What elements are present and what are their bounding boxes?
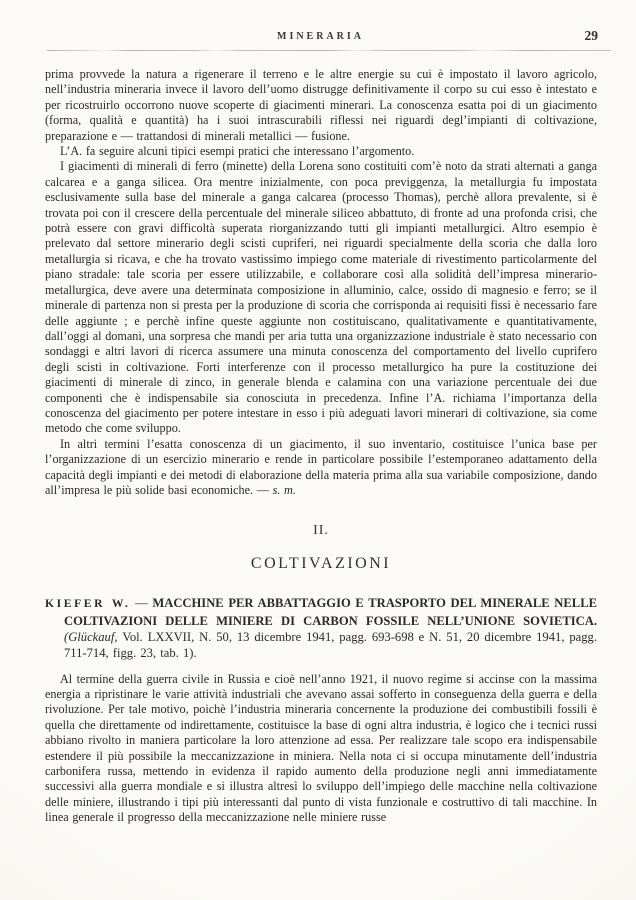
header-rule <box>47 50 611 51</box>
page-number: 29 <box>584 28 598 43</box>
review-paragraph: prima provvede la natura a rigenerare il terreno e le altre energie su cui è impostato il lavoro agricolo, nell’industria mineraria invece il lavoro dell’uomo distrugge definitivamente il corpo su cui esso è intestato e per ricostruirlo occorrono nuove scoperte di giacimenti minerari. La conoscenza esatta poi di un giacimento (forma, qualità e quantità) ha i suoi intrascurabili riflessi nei riguardi degl’impianti di coltivazione, preparazione e — trattandosi di minerali metallici — fusione. <box>45 67 597 143</box>
reference-entry <box>45 595 597 661</box>
running-head-journal-title: MINERARIA <box>277 31 364 42</box>
reference-journal-name: (Glückauf, <box>64 629 118 644</box>
reference-citation: Vol. LXXVII, N. 50, 13 dicembre 1941, pagg. 693-698 e N. 51, 20 dicembre 1941, pagg. 711-714, figg. 23, tab. 1). <box>64 629 597 661</box>
review-paragraph: I giacimenti di minerali di ferro (minette) della Lorena sono costituiti com’è noto da strati alternati a ganga calcarea e a ganga silicea. Ora mentre inizialmente, con poca previggenza, la metallurgia fu impostata esclusivamente sulla base del minerale a ganga calcarea (processo Thomas), perchè allora prevalente, si è trovata poi con il crescere della percentuale del minerale siliceo abbattuto, di fronte ad una profonda crisi, che potrà essere con gravi difficoltà superata riorganizzando tutti gli impianti metallurgici. Altro esempio è prelevato dal settore minerario degli scisti cupriferi, nei riguardi specialmente della scoria che dalla loro metallurgia si ricava, e che ha trovato vastissimo impiego come materiale di rivestimento particolarmente del piano stradale: tale scoria per essere utilizzabile, e collaborare così alla solidità dell’impresa minerario-metallurgica, deve avere una determinata composizione in alluminio, calce, ossido di magnesio e ferro; se il minerale di partenza non si presta per la produzione di scoria che corrisponda ai requisiti fissi è necessario fare delle aggiunte ; e perchè infine queste aggiunte non costituiscano, qualitativamente e quantitativamente, dall’oggi al domani, una sorpresa che mandi per aria tutta una organizzazione industriale è stato necessario con sondaggi e altri lavori di ricerca assumere una minuta conoscenza del comportamento del livello cuprifero degli scisti in coltivazione. Forti interferenze con il processo metallurgico ha pure la costituzione dei giacimenti di minerale di zinco, in generale blenda e calamina con una variazione percentuale dei due componenti che è indispensabile sia conosciuta in precedenza. Infine l’A. richiama l’importanza della conoscenza del giacimento per potere intestare in esso i più adeguati lavori minerari di coltivazione, sia come metodo che come sviluppo. <box>45 159 597 436</box>
reviewer-initials: s. m. <box>272 482 296 497</box>
reference-author: KIEFER W. <box>45 597 131 611</box>
reference-separator: — <box>135 596 148 611</box>
text-column <box>45 67 597 826</box>
review-paragraph: Al termine della guerra civile in Russia e cioè nell’anno 1921, il nuovo regime si accinse con la massima energia a ripristinare le varie attività industriali che avevano assai sofferto in conseguenza della guerra e della rivoluzione. Per tale motivo, poichè l’industria mineraria concernente la produzione dei combustibili fossili è quella che direttamente od indirettamente, costituisce la base di ogni altra industria, è logico che i tecnici russi abbiano rivolto in maniera particolare la loro attenzione ad essa. Per realizzare tale scopo era indispensabile estendere il più possibile la meccanizzazione in miniera. Nella nota ci si occupa minutamente dell’industria carbonifera russa, mettendo in evidenza il rapido aumento della produzione negli anni immediatamente successivi alla guerra mondiale e si illustra altresì lo sviluppo dell’impiego delle macchine nella coltivazione delle miniere, illustrando i tipi più interessanti dal punto di vista funzionale e costruttivo di tali macchine. In linea generale il progresso della meccanizzazione nelle miniere russe <box>45 671 597 825</box>
closing-text: In altri termini l’esatta conoscenza di un giacimento, il suo inventario, costituisce l’unica base per l’organizzazione di un esercizio minerario e rende in particolare possibile l’estemporaneo adattamento della capacità degli impianti e dei metodi di elaborazione della materia prima alla sua variabile composizione, dando all’impresa le più solide basi economiche. — <box>45 436 597 497</box>
section-title: COLTIVAZIONI <box>250 555 392 573</box>
review-paragraph: L’A. fa seguire alcuni tipici esempi pratici che interessano l’argomento. <box>60 144 415 159</box>
reference-title: MACCHINE PER ABBATTAGGIO E TRASPORTO DEL MINERALE NELLE COLTIVAZIONI DELLE MINIERE DI CARBON FOSSILE NELL’UNIONE SOVIETICA. <box>64 596 597 628</box>
review-closing-paragraph <box>45 437 597 499</box>
section-number: II. <box>313 523 329 539</box>
